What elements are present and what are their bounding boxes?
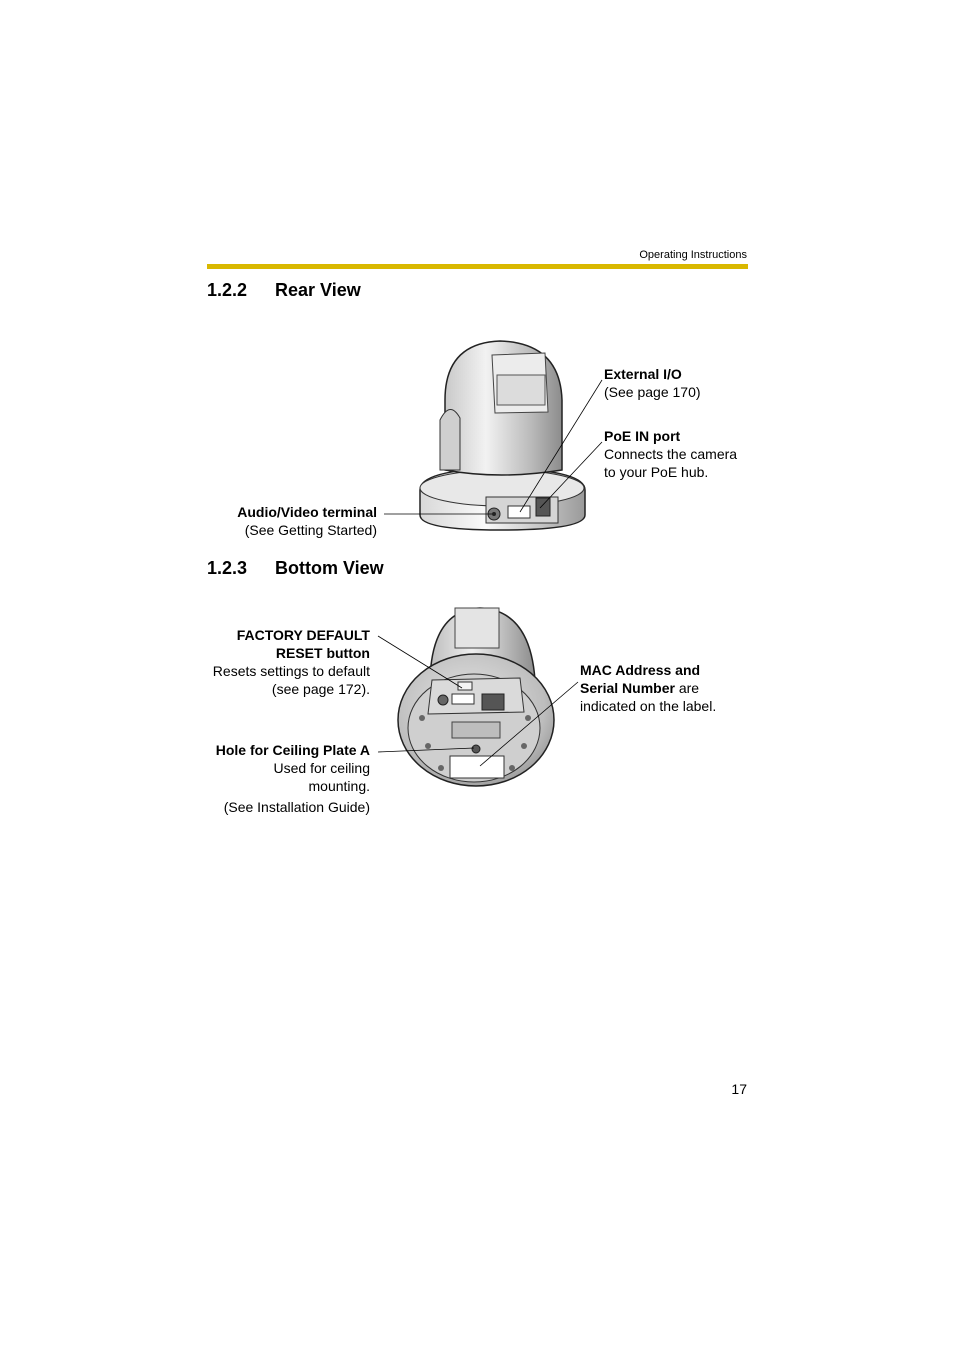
callout-desc: (See Getting Started) bbox=[244, 522, 377, 538]
running-header: Operating Instructions bbox=[639, 249, 747, 261]
callout-note: (See Installation Guide) bbox=[223, 799, 370, 815]
callout-title-line-1: FACTORY DEFAULT bbox=[236, 627, 370, 643]
callout-title-line-2: Serial Number bbox=[580, 680, 675, 696]
callout-mac-address-serial-number bbox=[580, 661, 716, 715]
section-title: Rear View bbox=[275, 280, 361, 300]
callout-desc: (See page 170) bbox=[604, 384, 701, 400]
callout-title-suffix: are bbox=[674, 680, 700, 696]
callout-title: Hole for Ceiling Plate A bbox=[215, 742, 370, 758]
callout-desc-line-2: mounting. bbox=[308, 778, 370, 794]
callout-desc-line-1: Used for ceiling bbox=[273, 760, 370, 776]
callout-title-line-1: MAC Address and bbox=[580, 662, 701, 678]
section-title: Bottom View bbox=[275, 558, 384, 578]
page-number: 17 bbox=[731, 1081, 747, 1097]
callout-hole-for-ceiling-plate bbox=[216, 741, 370, 816]
callout-desc-line-1: Connects the camera bbox=[604, 446, 738, 462]
callout-factory-default-reset-button bbox=[213, 626, 370, 698]
callout-title: Audio/Video terminal bbox=[237, 504, 377, 520]
callout-title-line-2: RESET button bbox=[275, 645, 370, 661]
callout-desc-line-2: (see page 172). bbox=[271, 681, 370, 697]
callout-title: External I/O bbox=[604, 366, 682, 382]
callout-title: PoE IN port bbox=[604, 428, 681, 444]
callout-desc-line-1: Resets settings to default bbox=[212, 663, 370, 679]
section-number: 1.2.3 bbox=[207, 558, 248, 578]
section-number: 1.2.2 bbox=[207, 280, 248, 300]
callout-desc-line-2: to your PoE hub. bbox=[604, 464, 709, 480]
callout-desc: indicated on the label. bbox=[580, 698, 717, 714]
